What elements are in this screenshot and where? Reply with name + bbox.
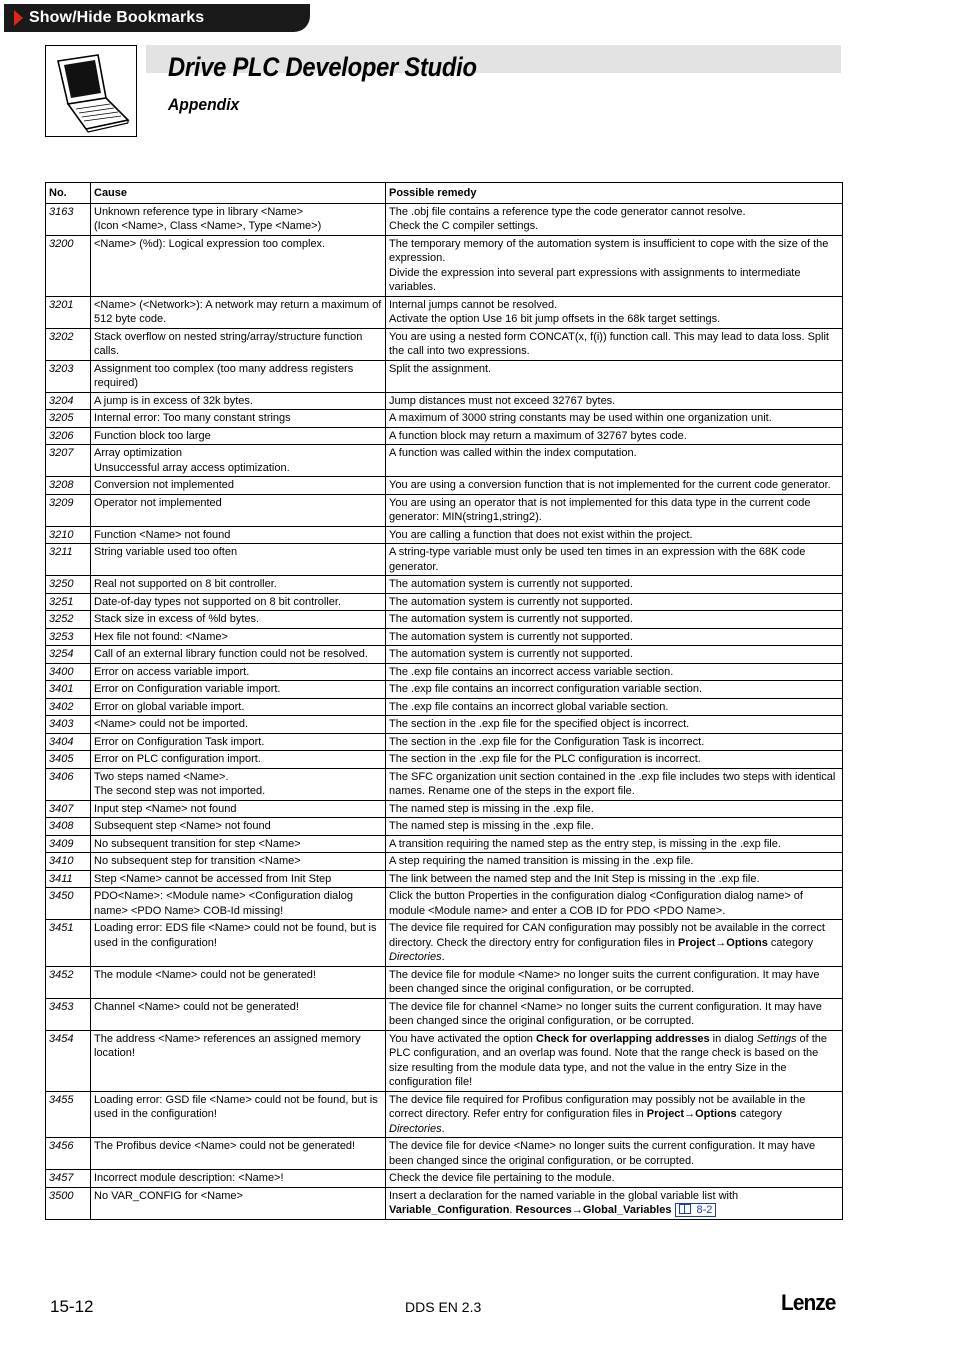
error-table — [45, 182, 843, 1220]
arrow-right-icon: → — [684, 1108, 696, 1120]
document-subtitle: Appendix — [168, 95, 240, 114]
error-cause — [91, 235, 386, 296]
possible-remedy — [386, 445, 843, 477]
error-number: 3252 — [46, 611, 91, 629]
remedy-text: Insert a declaration for the named variable in the global variable list with — [389, 1189, 739, 1202]
remedy-line: The device file for module <Name> no longer suits the current configuration. It may have been changed since the original configuration, or be corrupted. — [389, 968, 820, 995]
table-row — [46, 611, 843, 629]
cause-line: Subsequent step <Name> not found — [94, 820, 271, 832]
possible-remedy — [386, 296, 843, 328]
remedy-text: You have activated the option — [389, 1032, 536, 1045]
table-row — [46, 1091, 843, 1138]
possible-remedy — [386, 888, 843, 920]
bookmarks-tab-label: Show/Hide Bookmarks — [29, 9, 205, 26]
possible-remedy — [386, 526, 843, 544]
remedy-line: The automation system is currently not supported. — [389, 613, 633, 625]
error-number: 3451 — [46, 920, 91, 967]
possible-remedy — [386, 410, 843, 428]
category-text: Directories — [389, 951, 442, 963]
table-row — [46, 716, 843, 734]
remedy-text: The device file required for CAN configuration may possibly not be available in the correct directory. Check the directory entry for configuration files in — [389, 922, 825, 949]
page-number: 15-12 — [50, 1297, 94, 1316]
error-number: 3203 — [46, 360, 91, 392]
error-cause — [91, 698, 386, 716]
cause-line: Internal error: Too many constant strings — [94, 412, 291, 424]
error-number: 3202 — [46, 328, 91, 360]
cause-line: Loading error: EDS file <Name> could not be found, but is used in the configuration! — [94, 922, 377, 949]
remedy-line: A transition requiring the named step as the entry step, is missing in the .exp file. — [389, 837, 781, 850]
error-cause — [91, 445, 386, 477]
remedy-line: The link between the named step and the Init Step is missing in the .exp file. — [389, 872, 760, 885]
possible-remedy — [386, 392, 843, 410]
error-cause — [91, 646, 386, 664]
cause-line: Array optimization — [94, 447, 183, 459]
error-number: 3253 — [46, 628, 91, 646]
remedy-line: Split the assignment. — [389, 362, 492, 375]
error-number: 3211 — [46, 544, 91, 576]
remedy-text: in dialog — [709, 1032, 757, 1045]
error-number: 3251 — [46, 593, 91, 611]
cause-line: The Profibus device <Name> could not be generated! — [94, 1140, 356, 1152]
possible-remedy — [386, 1091, 843, 1138]
cause-line: The address <Name> references an assigned memory location! — [94, 1032, 361, 1059]
menu-path-text: Options — [695, 1108, 737, 1120]
error-number: 3206 — [46, 427, 91, 445]
menu-path-text: Project — [646, 1108, 685, 1120]
possible-remedy — [386, 646, 843, 664]
error-number: 3208 — [46, 477, 91, 495]
error-number: 3201 — [46, 296, 91, 328]
arrow-right-icon: → — [715, 936, 727, 949]
cause-line: The module <Name> could not be generated! — [94, 968, 316, 981]
remedy-line: The device file for device <Name> no longer suits the current configuration. It may have been changed since the original configuration, or be corrupted. — [389, 1140, 816, 1167]
remedy-text: . — [441, 951, 445, 963]
possible-remedy — [386, 698, 843, 716]
error-number: 3404 — [46, 733, 91, 751]
remedy-line: The automation system is currently not supported. — [389, 630, 633, 643]
error-number: 3209 — [46, 494, 91, 526]
error-cause — [91, 1170, 386, 1188]
table-row — [46, 733, 843, 751]
remedy-line: The .exp file contains an incorrect global variable section. — [389, 700, 669, 713]
error-cause — [91, 733, 386, 751]
column-header-no: No. — [46, 183, 91, 204]
remedy-line: A step requiring the named transition is missing in the .exp file. — [389, 855, 694, 867]
possible-remedy — [386, 477, 843, 495]
cause-line: <Name> (%d): Logical expression too complex. — [94, 237, 326, 250]
cause-line: <Name> (<Network>): A network may return a maximum of 512 byte code. — [94, 298, 382, 325]
remedy-line: A function block may return a maximum of 32767 bytes code. — [389, 429, 687, 442]
remedy-line: Jump distances must not exceed 32767 bytes. — [389, 394, 616, 407]
cause-line: The second step was not imported. — [94, 785, 266, 797]
remedy-line: The section in the .exp file for the specified object is incorrect. — [389, 718, 690, 730]
page-reference-label: 8-2 — [696, 1204, 713, 1216]
possible-remedy — [386, 870, 843, 888]
remedy-text: The device file required for Profibus configuration may possibly not be available in the correct directory. Refer entry for configuration files in — [389, 1093, 806, 1120]
table-row — [46, 1170, 843, 1188]
error-number: 3200 — [46, 235, 91, 296]
table-row — [46, 800, 843, 818]
table-row — [46, 1187, 843, 1219]
remedy-line: You are using a nested form CONCAT(x, f(i)) function call. This may lead to data loss. Split the call into two expressions. — [389, 330, 829, 357]
table-row — [46, 853, 843, 871]
cause-line: Channel <Name> could not be generated! — [94, 1000, 299, 1013]
cause-line: Unsuccessful array access optimization. — [94, 461, 290, 474]
table-row — [46, 593, 843, 611]
cause-line: No subsequent step for transition <Name> — [94, 855, 301, 867]
cause-line: Error on Configuration Task import. — [94, 735, 265, 748]
menu-path-text: Options — [726, 936, 768, 949]
error-cause — [91, 870, 386, 888]
cause-line: Real not supported on 8 bit controller. — [94, 578, 277, 590]
remedy-line: The automation system is currently not supported. — [389, 595, 633, 608]
error-cause — [91, 800, 386, 818]
error-cause — [91, 526, 386, 544]
possible-remedy — [386, 920, 843, 967]
error-cause — [91, 494, 386, 526]
cause-line: Input step <Name> not found — [94, 802, 237, 815]
table-row — [46, 751, 843, 769]
error-number: 3457 — [46, 1170, 91, 1188]
error-cause — [91, 768, 386, 800]
dialog-name-text: Settings — [756, 1032, 797, 1045]
table-row — [46, 544, 843, 576]
error-number: 3163 — [46, 203, 91, 235]
remedy-text: of the PLC configuration, and an overlap was found. Note that the range check is based on the size resulting from the module data type, and not the value in the entry Size in the configuration file! — [389, 1032, 828, 1088]
error-number: 3250 — [46, 576, 91, 594]
error-cause — [91, 544, 386, 576]
error-cause — [91, 1030, 386, 1091]
error-cause — [91, 392, 386, 410]
error-number: 3410 — [46, 853, 91, 871]
remedy-line: You are using a conversion function that is not implemented for the current code generator. — [389, 479, 831, 491]
remedy-line: The automation system is currently not supported. — [389, 578, 633, 590]
error-cause — [91, 853, 386, 871]
possible-remedy — [386, 611, 843, 629]
remedy-line: You are calling a function that does not exist within the project. — [389, 528, 693, 541]
error-cause — [91, 716, 386, 734]
cause-line: Unknown reference type in library <Name> — [94, 205, 304, 218]
error-number: 3500 — [46, 1187, 91, 1219]
possible-remedy — [386, 853, 843, 871]
table-row — [46, 818, 843, 836]
table-row — [46, 920, 843, 967]
possible-remedy — [386, 1138, 843, 1170]
table-row — [46, 360, 843, 392]
possible-remedy — [386, 818, 843, 836]
book-icon — [679, 1204, 691, 1214]
table-row — [46, 628, 843, 646]
cause-line: Conversion not implemented — [94, 479, 235, 491]
menu-path-text: Resources — [515, 1204, 572, 1216]
possible-remedy — [386, 544, 843, 576]
remedy-line: The .obj file contains a reference type the code generator cannot resolve. — [389, 205, 746, 218]
cause-line: Error on PLC configuration import. — [94, 753, 261, 765]
possible-remedy — [386, 427, 843, 445]
possible-remedy — [386, 328, 843, 360]
remedy-line: The automation system is currently not supported. — [389, 648, 633, 660]
cause-line: Error on global variable import. — [94, 700, 245, 713]
error-cause — [91, 998, 386, 1030]
table-row — [46, 998, 843, 1030]
table-row — [46, 1030, 843, 1091]
error-number: 3453 — [46, 998, 91, 1030]
possible-remedy — [386, 1170, 843, 1188]
table-row — [46, 235, 843, 296]
error-number: 3402 — [46, 698, 91, 716]
cause-line: Assignment too complex (too many address registers required) — [94, 362, 354, 389]
error-cause — [91, 611, 386, 629]
cause-line: Function block too large — [94, 429, 211, 442]
menu-path-text: Global_Variables — [582, 1204, 672, 1216]
remedy-text: . — [509, 1204, 516, 1216]
error-cause — [91, 360, 386, 392]
possible-remedy — [386, 751, 843, 769]
table-row — [46, 296, 843, 328]
remedy-line: Check the C compiler settings. — [389, 220, 539, 232]
remedy-line: The section in the .exp file for the PLC configuration is incorrect. — [389, 753, 701, 765]
cause-line: Operator not implemented — [94, 496, 222, 509]
error-cause — [91, 888, 386, 920]
table-row — [46, 203, 843, 235]
document-title: Drive PLC Developer Studio — [168, 52, 477, 82]
error-cause — [91, 203, 386, 235]
error-cause — [91, 920, 386, 967]
remedy-text: category — [767, 936, 814, 949]
table-row — [46, 835, 843, 853]
menu-path-text: Project — [677, 936, 716, 949]
error-number: 3210 — [46, 526, 91, 544]
remedy-line: The device file for channel <Name> no longer suits the current configuration. It may have been changed since the original configuration, or be corrupted. — [389, 1000, 822, 1027]
remedy-line: The named step is missing in the .exp file. — [389, 802, 594, 815]
cause-line: Stack overflow on nested string/array/structure function calls. — [94, 330, 363, 357]
error-number: 3409 — [46, 835, 91, 853]
table-row — [46, 427, 843, 445]
error-cause — [91, 1091, 386, 1138]
error-cause — [91, 576, 386, 594]
error-number: 3205 — [46, 410, 91, 428]
error-cause — [91, 296, 386, 328]
remedy-line: A maximum of 3000 string constants may be used within one organization unit. — [389, 412, 772, 424]
column-header-remedy: Possible remedy — [386, 183, 843, 204]
error-cause — [91, 410, 386, 428]
possible-remedy — [386, 1030, 843, 1091]
table-row — [46, 698, 843, 716]
possible-remedy — [386, 800, 843, 818]
cause-line: Stack size in excess of %ld bytes. — [94, 613, 260, 625]
remedy-line: A function was called within the index computation. — [389, 447, 637, 459]
cause-line: Error on access variable import. — [94, 665, 250, 678]
error-number: 3452 — [46, 966, 91, 998]
possible-remedy — [386, 733, 843, 751]
option-name-text: Check for overlapping addresses — [536, 1032, 710, 1045]
table-row — [46, 888, 843, 920]
table-row — [46, 328, 843, 360]
error-cause — [91, 328, 386, 360]
possible-remedy — [386, 628, 843, 646]
error-number: 3408 — [46, 818, 91, 836]
remedy-text: category — [736, 1108, 782, 1120]
cause-line: No VAR_CONFIG for <Name> — [94, 1189, 243, 1202]
table-row — [46, 646, 843, 664]
error-cause — [91, 663, 386, 681]
table-row — [46, 494, 843, 526]
remedy-line: The .exp file contains an incorrect access variable section. — [389, 665, 674, 678]
table-row — [46, 477, 843, 495]
error-number: 3207 — [46, 445, 91, 477]
possible-remedy — [386, 203, 843, 235]
remedy-line: The section in the .exp file for the Configuration Task is incorrect. — [389, 735, 705, 748]
cause-line: Two steps named <Name>. — [94, 770, 229, 783]
table-row — [46, 445, 843, 477]
table-row — [46, 576, 843, 594]
error-number: 3254 — [46, 646, 91, 664]
table-row — [46, 870, 843, 888]
cause-line: A jump is in excess of 32k bytes. — [94, 394, 253, 407]
possible-remedy — [386, 360, 843, 392]
table-header-row — [46, 183, 843, 204]
menu-path-text: Variable_Configuration — [389, 1204, 510, 1216]
error-number: 3407 — [46, 800, 91, 818]
show-hide-bookmarks-tab[interactable] — [4, 4, 310, 32]
error-cause — [91, 835, 386, 853]
error-cause — [91, 427, 386, 445]
cause-line: Step <Name> cannot be accessed from Init Step — [94, 872, 332, 885]
error-cause — [91, 593, 386, 611]
possible-remedy — [386, 835, 843, 853]
error-cause — [91, 628, 386, 646]
remedy-line: You are using an operator that is not implemented for this data type in the current code generator: MIN(string1,string2). — [389, 496, 811, 523]
cause-line: String variable used too often — [94, 546, 238, 558]
cause-line: Function <Name> not found — [94, 528, 231, 541]
remedy-line: Divide the expression into several part expressions with assignments to intermediate variables. — [389, 266, 801, 293]
cause-line: (Icon <Name>, Class <Name>, Type <Name>) — [94, 220, 322, 232]
possible-remedy — [386, 1187, 843, 1219]
error-cause — [91, 966, 386, 998]
table-row — [46, 681, 843, 699]
table-row — [46, 392, 843, 410]
table-row — [46, 663, 843, 681]
possible-remedy — [386, 681, 843, 699]
error-number: 3400 — [46, 663, 91, 681]
remedy-line: Click the button Properties in the configuration dialog <Configuration dialog name> of module <Module name> and enter a COB ID for PDO <PDO Name>. — [389, 890, 803, 917]
remedy-line: A string-type variable must only be used ten times in an expression with the 68K code generator. — [389, 546, 806, 573]
column-header-cause: Cause — [91, 183, 386, 204]
error-cause — [91, 751, 386, 769]
possible-remedy — [386, 494, 843, 526]
remedy-line: The SFC organization unit section contained in the .exp file includes two steps with identical names. Rename one of the steps in the export file. — [389, 770, 836, 797]
cause-line: Incorrect module description: <Name>! — [94, 1172, 284, 1184]
table-row — [46, 1138, 843, 1170]
table-row — [46, 410, 843, 428]
cause-line: PDO<Name>: <Module name> <Configuration dialog name> <PDO Name> COB-Id missing! — [94, 890, 353, 917]
remedy-line: The .exp file contains an incorrect configuration variable section. — [389, 683, 703, 695]
error-number: 3405 — [46, 751, 91, 769]
remedy-line: The named step is missing in the .exp file. — [389, 820, 594, 832]
document-code: DDS EN 2.3 — [405, 1299, 482, 1315]
cause-line: Loading error: GSD file <Name> could not be found, but is used in the configuration! — [94, 1093, 378, 1120]
error-number: 3455 — [46, 1091, 91, 1138]
error-cause — [91, 818, 386, 836]
error-cause — [91, 681, 386, 699]
possible-remedy — [386, 663, 843, 681]
possible-remedy — [386, 576, 843, 594]
laptop-icon — [45, 45, 137, 137]
cause-line: Error on Configuration variable import. — [94, 683, 281, 695]
triangle-right-icon — [14, 10, 23, 26]
possible-remedy — [386, 998, 843, 1030]
table-row — [46, 526, 843, 544]
remedy-line: The temporary memory of the automation system is insufficient to cope with the size of the expression. — [389, 237, 829, 264]
page-reference-link[interactable] — [675, 1203, 716, 1217]
category-text: Directories — [389, 1122, 442, 1135]
remedy-text: . — [441, 1122, 445, 1135]
error-cause — [91, 1138, 386, 1170]
error-number: 3204 — [46, 392, 91, 410]
error-number: 3456 — [46, 1138, 91, 1170]
error-number: 3450 — [46, 888, 91, 920]
lenze-logo: Lenze — [781, 1290, 836, 1315]
cause-line: Hex file not found: <Name> — [94, 630, 228, 643]
possible-remedy — [386, 966, 843, 998]
error-cause — [91, 477, 386, 495]
possible-remedy — [386, 593, 843, 611]
error-number: 3401 — [46, 681, 91, 699]
cause-line: No subsequent transition for step <Name> — [94, 837, 301, 850]
table-row — [46, 768, 843, 800]
table-row — [46, 966, 843, 998]
error-number: 3454 — [46, 1030, 91, 1091]
cause-line: Call of an external library function could not be resolved. — [94, 648, 368, 660]
remedy-line: Activate the option Use 16 bit jump offsets in the 68k target settings. — [389, 313, 721, 325]
error-number: 3411 — [46, 870, 91, 888]
error-number: 3403 — [46, 716, 91, 734]
remedy-line: Internal jumps cannot be resolved. — [389, 298, 558, 311]
error-number: 3406 — [46, 768, 91, 800]
error-cause — [91, 1187, 386, 1219]
possible-remedy — [386, 235, 843, 296]
cause-line: Date-of-day types not supported on 8 bit controller. — [94, 595, 342, 608]
arrow-right-icon: → — [571, 1204, 583, 1216]
possible-remedy — [386, 768, 843, 800]
remedy-line: Check the device file pertaining to the module. — [389, 1172, 615, 1184]
possible-remedy — [386, 716, 843, 734]
cause-line: <Name> could not be imported. — [94, 718, 249, 730]
